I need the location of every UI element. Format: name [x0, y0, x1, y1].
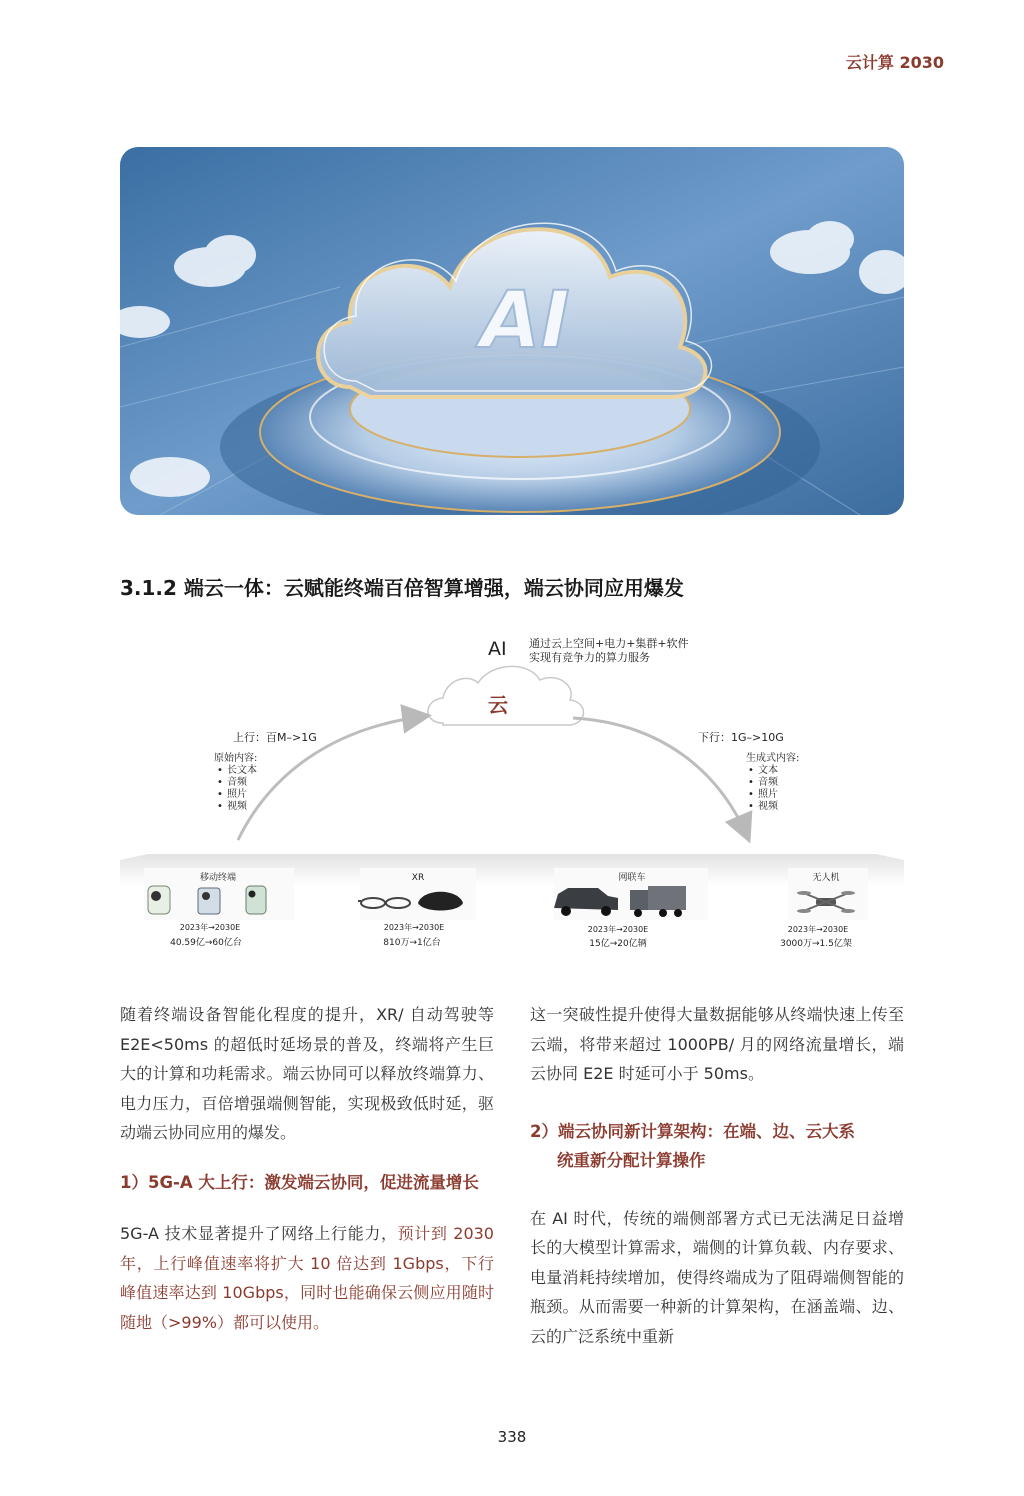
svg-text:15亿→20亿辆: 15亿→20亿辆	[589, 939, 647, 949]
svg-text:•: •	[217, 777, 223, 788]
svg-text:XR: XR	[411, 873, 425, 883]
heading-new-architecture	[530, 1117, 904, 1176]
diagram-ai-label: AI	[488, 638, 507, 660]
svg-text:•: •	[217, 801, 223, 812]
svg-text:•: •	[748, 801, 754, 812]
downlink-item: 文本	[758, 765, 778, 776]
svg-text:无人机: 无人机	[812, 873, 840, 883]
downlink-item: 音频	[758, 777, 778, 788]
uplink-title: 上行：百M–>1G	[233, 731, 317, 744]
para2-highlight: 预计到 2030 年，上行峰值速率将扩大 10 倍达到 1Gbps，下行峰值速率达到 10Gbps，同时也能确保云侧应用随时随地（>99%）都可以使用。	[120, 1224, 494, 1332]
para2-plain: 5G-A 技术显著提升了网络上行能力，	[120, 1224, 398, 1243]
downlink-item: 照片	[758, 789, 778, 800]
heading-5ga-uplink: 1）5G-A 大上行：激发端云协同，促进流量增长	[120, 1172, 479, 1192]
uplink-item: 长文本	[227, 765, 257, 776]
svg-text:•: •	[748, 777, 754, 788]
downlink-title: 下行：1G–>10G	[698, 731, 784, 744]
uplink-item: 视频	[227, 801, 247, 812]
right-paragraph-1: 这一突破性提升使得大量数据能够从终端快速上传至云端，将带来超过 1000PB/ 月的网络流量增长，端云协同 E2E 时延可小于 50ms。	[530, 1005, 904, 1083]
svg-text:网联车: 网联车	[618, 873, 646, 883]
svg-text:•: •	[748, 789, 754, 800]
svg-text:•: •	[217, 765, 223, 776]
cloud-note-line2: 实现有竞争力的算力服务	[529, 651, 650, 664]
left-column	[120, 1000, 494, 1337]
left-paragraph-2	[120, 1219, 494, 1337]
downlink-item: 视频	[758, 801, 778, 812]
cloud-label: 云	[488, 693, 508, 717]
svg-text:3000万→1.5亿架: 3000万→1.5亿架	[780, 939, 852, 949]
svg-text:2023年→2030E: 2023年→2030E	[787, 925, 849, 934]
svg-text:•: •	[748, 765, 754, 776]
svg-text:2023年→2030E: 2023年→2030E	[587, 925, 649, 934]
svg-text:2023年→2030E: 2023年→2030E	[179, 923, 241, 932]
svg-text:2023年→2030E: 2023年→2030E	[383, 923, 445, 932]
left-paragraph-1: 随着终端设备智能化程度的提升，XR/ 自动驾驶等 E2E<50ms 的超低时延场景的普及，终端将产生巨大的计算和功耗需求。端云协同可以释放终端算力、电力压力，百倍增强端侧智能，实现极致低时延，驱动端云协同应用的爆发。	[120, 1005, 494, 1142]
svg-text:移动终端: 移动终端	[199, 873, 237, 883]
cloud-note-line1: 通过云上空间+电力+集群+软件	[529, 637, 689, 650]
downlink-content-title: 生成式内容:	[746, 753, 800, 764]
heading-line-1: 2）端云协同新计算架构：在端、边、云大系	[530, 1121, 855, 1141]
uplink-content-title: 原始内容:	[214, 753, 258, 764]
hero-ai-text: AI	[480, 276, 570, 366]
uplink-item: 音频	[227, 777, 247, 788]
svg-text:•: •	[217, 789, 223, 800]
uplink-item: 照片	[227, 789, 247, 800]
svg-text:40.59亿→60亿台: 40.59亿→60亿台	[170, 938, 242, 948]
right-column	[530, 1000, 904, 1351]
page-number: 338	[497, 1428, 527, 1446]
section-title: 3.1.2 端云一体：云赋能终端百倍智算增强，端云协同应用爆发	[120, 576, 684, 600]
header-title: 云计算 2030	[845, 53, 944, 72]
svg-text:810万→1亿台: 810万→1亿台	[383, 938, 441, 948]
hero-image	[120, 147, 904, 515]
heading-line-2: 统重新分配计算操作	[557, 1151, 706, 1170]
cloud-device-diagram	[118, 628, 906, 960]
right-paragraph-2: 在 AI 时代，传统的端侧部署方式已无法满足日益增长的大模型计算需求，端侧的计算负载、内存要求、电量消耗持续增加，使得终端成为了阻碍端侧智能的瓶颈。从而需要一种新的计算架构，在涵盖端、边、云的广泛系统中重新	[530, 1208, 904, 1346]
